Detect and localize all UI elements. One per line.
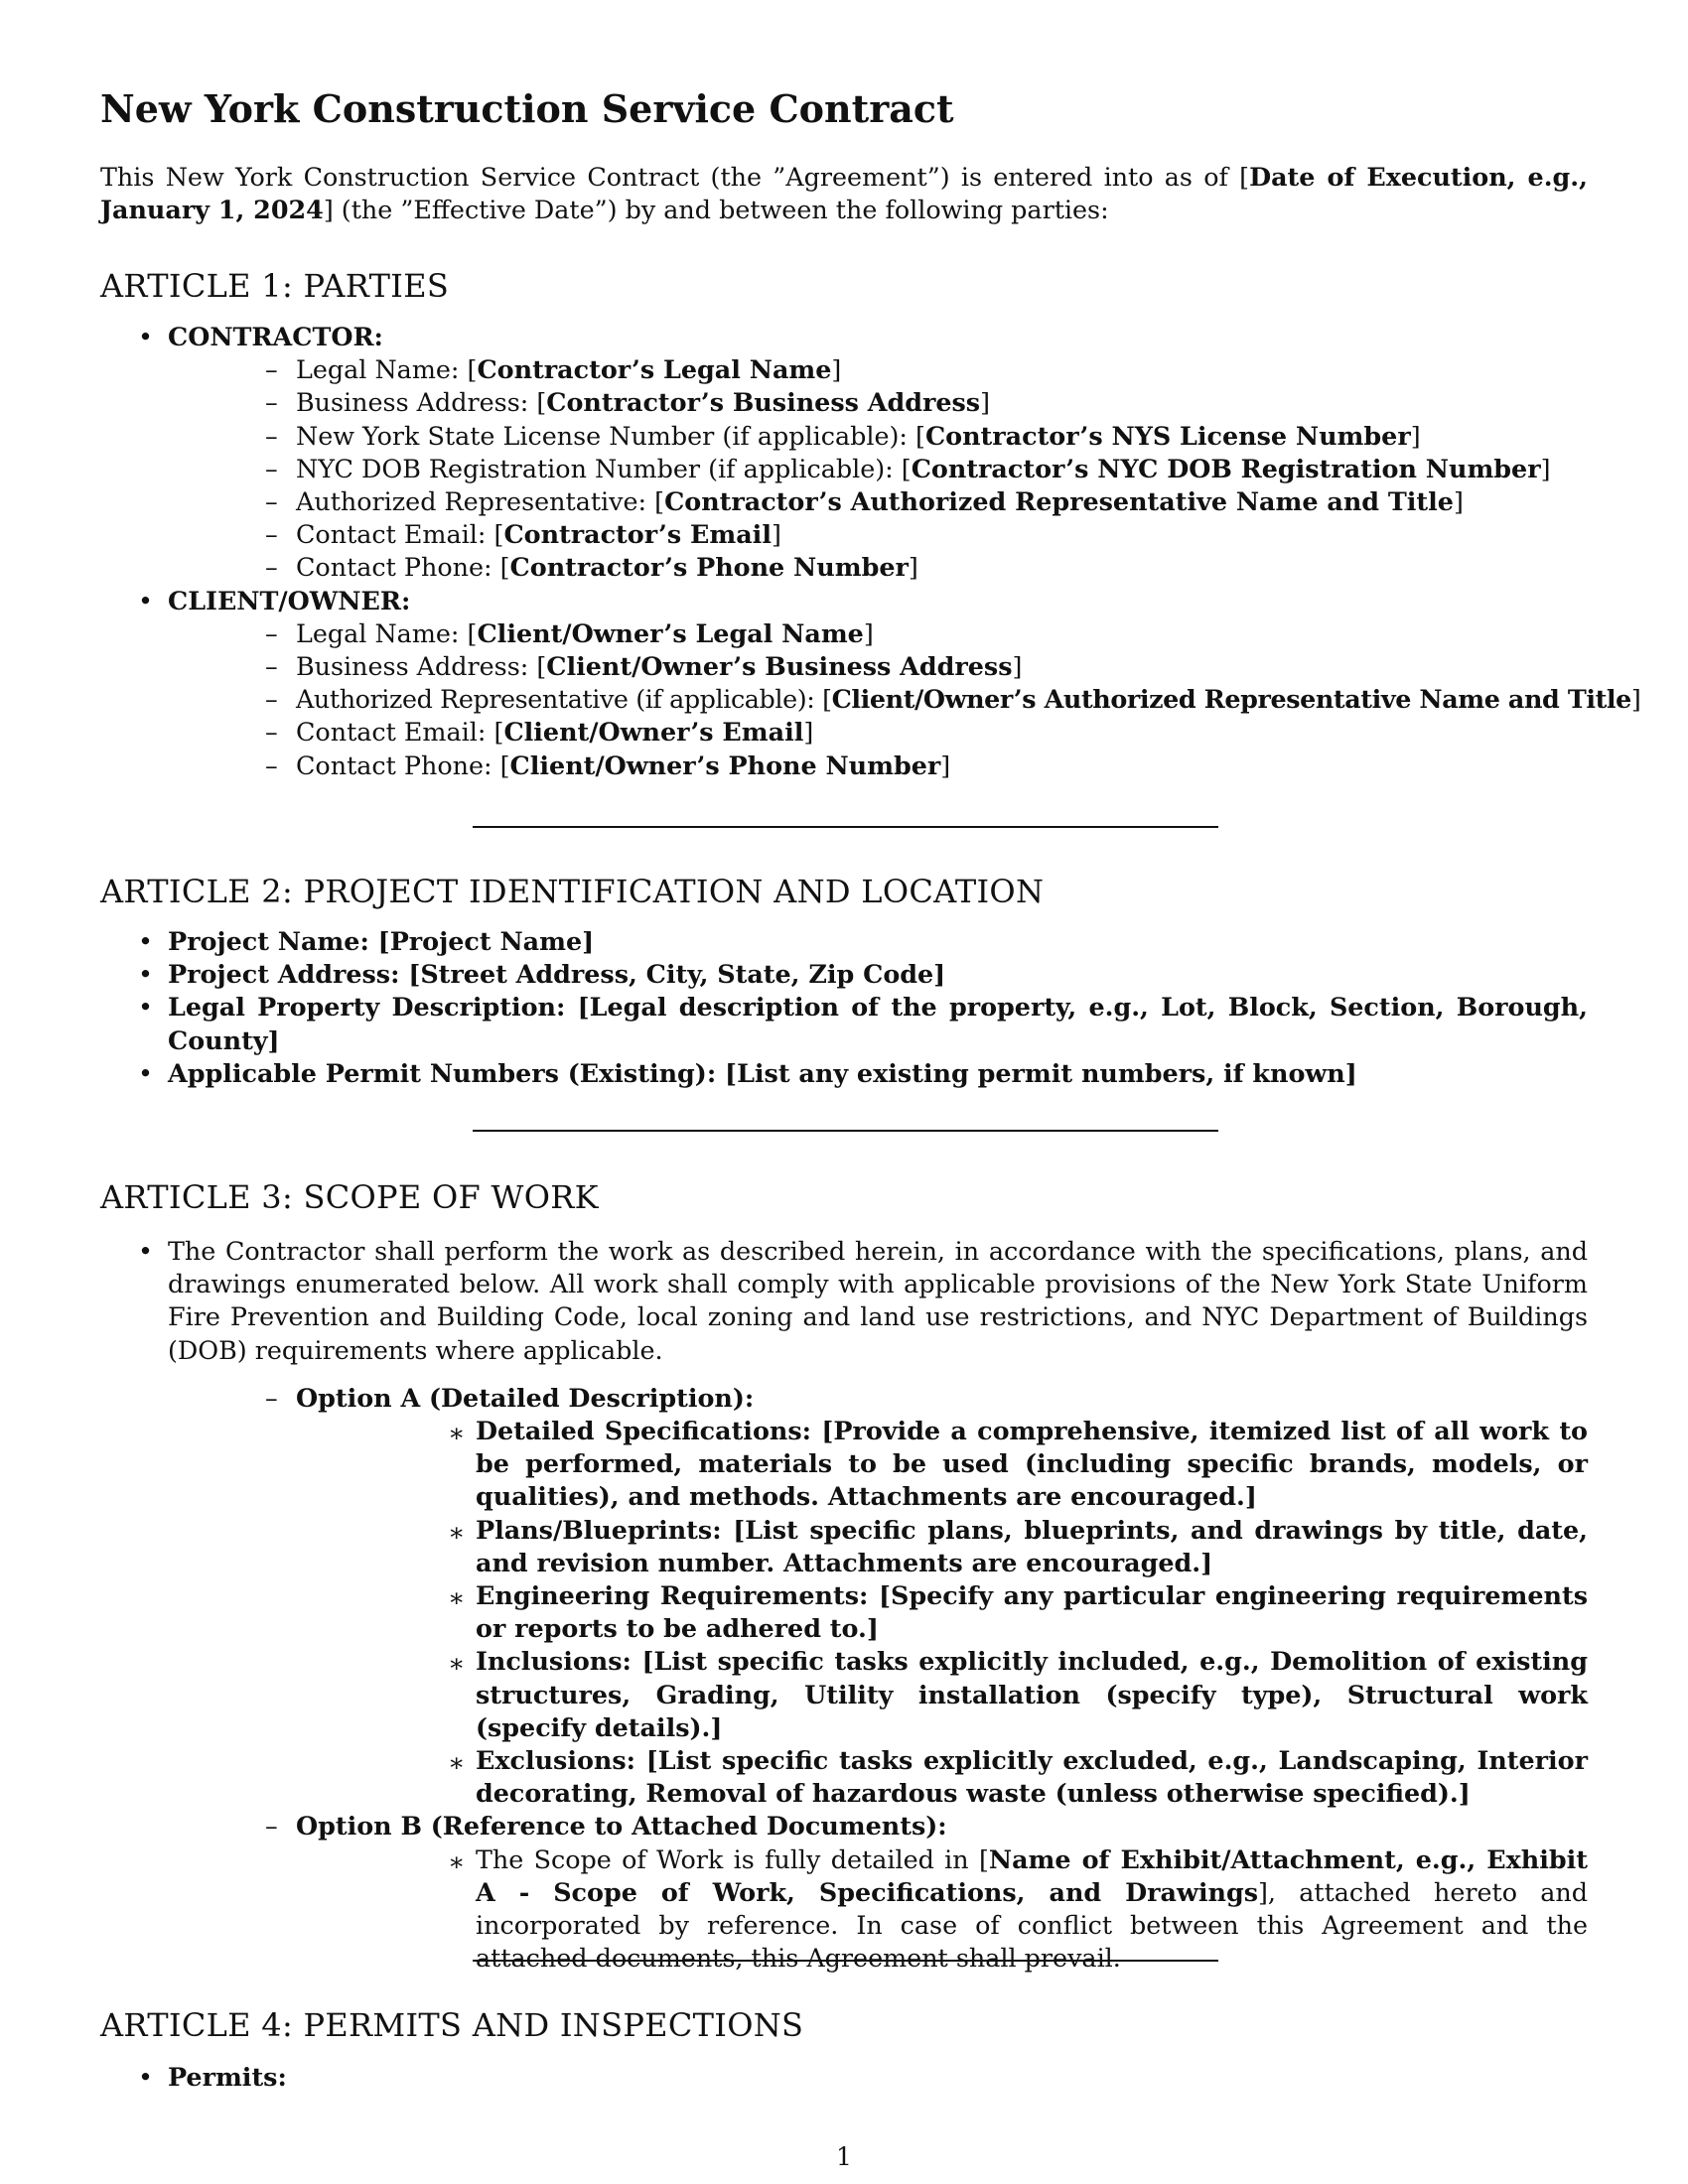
dash-icon: – — [265, 651, 278, 682]
bullet-icon: • — [138, 992, 153, 1023]
option-a: – Option A (Detailed Description): ∗ Detailed Specifications: [Provide a comprehensive, itemized list of all work to be performed, materials to be used (including specific brands, models, or qualities), and methods. Attachments are encouraged.] ∗ Plans/Blueprints: [List specific plans, blueprints, and drawings by title, date, and revision number. Attachments are encouraged.] ∗ Engineering Requirements: [Specify any particular engineering requirements or reports to be adhered to.] ∗ Inclusions: [List specific tasks explicitly included, e.g., Demolition of existing structures, Grading, Utility installation (specify type), Structural work (specify details).] ∗ Exclusions: [List specific tasks explicitly excluded, e.g., Landscaping, Interior decorating, Removal of hazardous waste (unless otherwise specified).] — [168, 1382, 1588, 1811]
dash-icon: – — [265, 1382, 278, 1413]
contractor-field: – Contact Phone: [Contractor’s Phone Number] — [168, 551, 1588, 584]
asterisk-icon: ∗ — [448, 1418, 466, 1448]
option-a-item: ∗ Exclusions: [List specific tasks explicitly excluded, e.g., Landscaping, Interior decorating, Removal of hazardous waste (unless otherwise specified).] — [448, 1745, 1588, 1809]
contractor-section: • CONTRACTOR: – Legal Name: [Contractor’s Legal Name] – Business Address: [Contractor’s Business Address] – New York State License Number (if applicable): [Contractor’s NYS License Number] – NYC DOB Registration Number (if applicable): [Contractor’s NYC DOB Registration Number] – Authorized Representative: [Contractor’s Authorized Representative Name and Title] – Contact Email: [Contractor’s Email] – Contact Phone: [Contractor’s Phone Number] — [100, 321, 1588, 585]
option-a-item: ∗ Detailed Specifications: [Provide a comprehensive, itemized list of all work to be performed, materials to be used (including specific brands, models, or qualities), and methods. Attachments are encouraged.] — [448, 1416, 1588, 1512]
contractor-field: – NYC DOB Registration Number (if applicable): [Contractor’s NYC DOB Registration Number] — [168, 453, 1588, 485]
project-item: • Project Address: [Street Address, City, State, Zip Code] — [100, 958, 1588, 991]
option-a-item: ∗ Inclusions: [List specific tasks explicitly included, e.g., Demolition of existing structures, Grading, Utility installation (specify type), Structural work (specify details).] — [448, 1646, 1588, 1742]
page-number: 1 — [836, 2142, 852, 2171]
bullet-icon: • — [138, 1236, 153, 1266]
article-4-heading: ARTICLE 4: PERMITS AND INSPECTIONS — [100, 2006, 804, 2044]
client-field: – Business Address: [Client/Owner’s Business Address] — [168, 650, 1588, 683]
article-1-heading: ARTICLE 1: PARTIES — [100, 267, 450, 305]
dash-icon: – — [265, 486, 278, 517]
contractor-field: – Authorized Representative: [Contractor’s Authorized Representative Name and Title] — [168, 485, 1588, 518]
asterisk-icon: ∗ — [448, 1516, 466, 1547]
dash-icon: – — [265, 387, 278, 418]
dash-icon: – — [265, 519, 278, 550]
intro-paragraph: This New York Construction Service Contract (the ”Agreement”) is entered into as of [Date of Execution, e.g., January 1, 2024] (the ”Effective Date”) by and between the following parties: — [100, 162, 1588, 225]
bullet-icon: • — [138, 2062, 153, 2092]
section-divider — [473, 826, 1218, 828]
dash-icon: – — [265, 717, 278, 748]
asterisk-icon: ∗ — [448, 1747, 466, 1778]
project-item: • Project Name: [Project Name] — [100, 925, 1588, 958]
asterisk-icon: ∗ — [448, 1845, 466, 1876]
dash-icon: – — [265, 453, 278, 483]
option-b: – Option B (Reference to Attached Documents): ∗ The Scope of Work is fully detailed in [Name of Exhibit/Attachment, e.g., Exhibit A - Scope of Work, Specifications, and Drawings], attached hereto and incorporated by reference. In case of conflict between this Agreement and the attached documents, this Agreement shall prevail. — [168, 1810, 1588, 1975]
asterisk-icon: ∗ — [448, 1648, 466, 1679]
bullet-icon: • — [138, 585, 153, 615]
permits-item: • Permits: — [100, 2061, 1588, 2094]
option-b-item: ∗ The Scope of Work is fully detailed in [Name of Exhibit/Attachment, e.g., Exhibit A - Scope of Work, Specifications, and Drawings], attached hereto and incorporated by reference. In case of conflict between this Agreement and the attached documents, this Agreement shall prevail. — [448, 1843, 1588, 1974]
contractor-field: – Contact Email: [Contractor’s Email] — [168, 518, 1588, 551]
dash-icon: – — [265, 552, 278, 583]
scope-intro: • The Contractor shall perform the work as described herein, in accordance with the specifications, plans, and drawings enumerated below. All work shall comply with applicable provisions of the New York State Uniform Fire Prevention and Building Code, local zoning and land use restrictions, and NYC Department of Buildings (DOB) requirements where applicable. – Option A (Detailed Description): ∗ Detailed Specifications: [Provide a comprehensive, itemized list of all work to be performed, materials to be used (including specific brands, models, or qualities), and methods. Attachments are encouraged.] ∗ Plans/Blueprints: [List specific plans, blueprints, and drawings by title, date, and revision number. Attachments are encouraged.] ∗ Engineering Requirements: [Specify any particular engineering requirements or reports to be adhered to.] ∗ Inclusions: [List specific tasks explicitly included, e.g., Demolition of existing structures, Grading, Utility installation (specify type), Structural work (specify details).] ∗ Exclusions: [List specific tasks explicitly excluded, e.g., Landscaping, Interior decorating, Removal of hazardous waste (unless otherwise specified).] – Option B (Reference to Attached Documents): ∗ The Scope of Work is fully detailed in [Name of Exhibit/Attachment, e.g., Exhibit A - Scope of Work, Specifications, and Drawings], attached hereto and incorporated by reference. In case of conflict between this Agreement and the attached documents, this Agreement shall prevail. — [100, 1235, 1588, 1975]
parties-list — [100, 321, 1641, 782]
scope-list — [100, 1235, 1588, 1975]
option-a-item: ∗ Plans/Blueprints: [List specific plans, blueprints, and drawings by title, date, and revision number. Attachments are encouraged.] — [448, 1514, 1589, 1577]
project-item: • Applicable Permit Numbers (Existing): [List any existing permit numbers, if known] — [100, 1057, 1588, 1090]
option-a-item: ∗ Engineering Requirements: [Specify any particular engineering requirements or reports to be adhered to.] — [448, 1580, 1588, 1644]
article-3-heading: ARTICLE 3: SCOPE OF WORK — [100, 1178, 599, 1216]
dash-icon: – — [265, 354, 278, 385]
contractor-field: – Legal Name: [Contractor’s Legal Name] — [168, 353, 1588, 386]
client-field: – Authorized Representative (if applicable): [Client/Owner’s Authorized Representative Name and Title] — [168, 683, 1588, 716]
project-list — [100, 925, 1588, 1090]
contractor-field: – New York State License Number (if applicable): [Contractor’s NYS License Number] — [168, 420, 1588, 453]
date-placeholder: Date of Execution, e.g., January 1, 2024 — [100, 162, 1588, 225]
contractor-field: – Business Address: [Contractor’s Business Address] — [168, 386, 1588, 419]
client-field: – Legal Name: [Client/Owner’s Legal Name] — [168, 617, 1588, 650]
project-item: • Legal Property Description: [Legal description of the property, e.g., Lot, Block, Section, Borough, County] — [138, 992, 1588, 1055]
client-field: – Contact Phone: [Client/Owner’s Phone Number] — [168, 750, 1588, 782]
permits-list — [100, 2061, 1588, 2094]
document-title: New York Construction Service Contract — [100, 86, 954, 131]
dash-icon: – — [265, 750, 278, 780]
article-2-heading: ARTICLE 2: PROJECT IDENTIFICATION AND LOCATION — [100, 873, 1045, 910]
dash-icon: – — [265, 420, 278, 451]
bullet-icon: • — [138, 959, 153, 990]
client-field: – Contact Email: [Client/Owner’s Email] — [168, 716, 1588, 749]
bullet-icon: • — [138, 926, 153, 956]
asterisk-icon: ∗ — [448, 1582, 466, 1613]
client-section: • CLIENT/OWNER: – Legal Name: [Client/Owner’s Legal Name] – Business Address: [Client/Owner’s Business Address] – Authorized Representative (if applicable): [Client/Owner’s Authorized Representative Name and Title] – Contact Email: [Client/Owner’s Email] – Contact Phone: [Client/Owner’s Phone Number] — [100, 585, 1588, 782]
section-divider — [473, 1130, 1218, 1132]
dash-icon: – — [265, 684, 278, 715]
dash-icon: – — [265, 1811, 278, 1842]
bullet-icon: • — [138, 322, 153, 351]
dash-icon: – — [265, 617, 278, 648]
section-divider — [473, 1960, 1218, 1962]
bullet-icon: • — [138, 1057, 153, 1088]
